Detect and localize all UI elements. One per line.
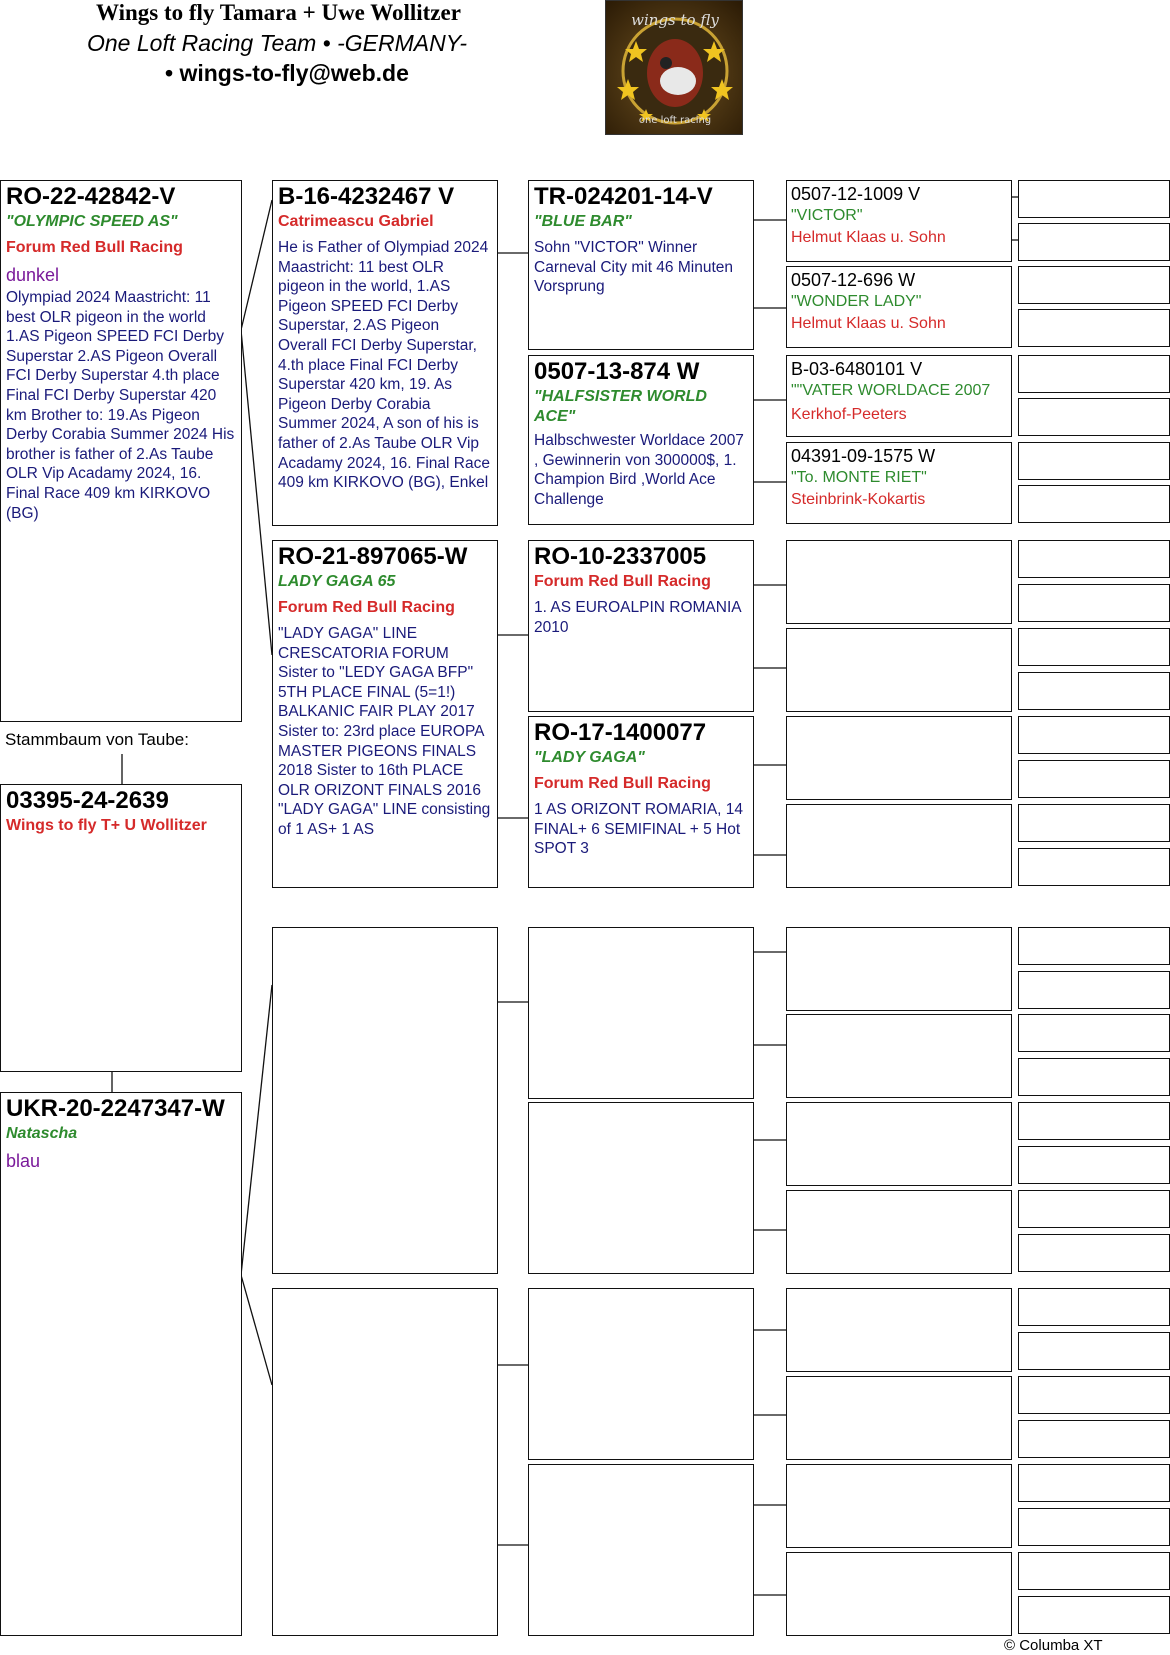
g5-card-32[interactable]: [1018, 1596, 1170, 1634]
g5-card-24[interactable]: [1018, 1234, 1170, 1272]
ff-ring: B-16-4232467 V: [278, 183, 455, 210]
mother-color: blau: [6, 1151, 41, 1171]
g4-ring-1: 0507-12-1009 V: [791, 184, 921, 204]
g4-name-2: "WONDER LADY": [791, 293, 922, 310]
g5-card-27[interactable]: [1018, 1376, 1170, 1414]
fm-name: LADY GAGA 65: [278, 573, 396, 590]
footer-copyright: © Columba XT: [1004, 1637, 1103, 1654]
g5-card-22[interactable]: [1018, 1146, 1170, 1184]
g5-card-17[interactable]: [1018, 927, 1170, 965]
g4-breeder-3: Kerkhof-Peeters: [791, 406, 907, 423]
fff-name: "BLUE BAR": [534, 213, 632, 230]
g5-card-10[interactable]: [1018, 584, 1170, 622]
g5-card-9[interactable]: [1018, 540, 1170, 578]
g5-card-18[interactable]: [1018, 971, 1170, 1009]
g5-card-16[interactable]: [1018, 848, 1170, 886]
g4-name-4: "To. MONTE RIET": [791, 469, 927, 486]
mfm-card[interactable]: [528, 1102, 754, 1274]
header-title: Wings to fly Tamara + Uwe Wollitzer: [96, 0, 461, 25]
g4-card-12[interactable]: [786, 1190, 1012, 1274]
g4-card-6[interactable]: [786, 628, 1012, 712]
fmm-info: 1 AS ORIZONT ROMARIA, 14 FINAL+ 6 SEMIFINAL + 5 Hot SPOT 3: [534, 801, 744, 858]
subject-breeder: Wings to fly T+ U Wollitzer: [6, 817, 207, 834]
g5-card-15[interactable]: [1018, 804, 1170, 842]
g4-breeder-2: Helmut Klaas u. Sohn: [791, 315, 946, 332]
fmm-breeder: Forum Red Bull Racing: [534, 775, 711, 792]
mother-card[interactable]: [0, 1092, 242, 1636]
subject-label: Stammbaum von Taube:: [5, 730, 189, 749]
ff-card[interactable]: [272, 180, 498, 526]
mmf-card[interactable]: [528, 1288, 754, 1460]
ffm-info: Halbschwester Worldace 2007 , Gewinnerin von 300000$, 1. Champion Bird ,World Ace Challenge: [534, 432, 744, 508]
fm-card[interactable]: [272, 540, 498, 888]
father-breeder: Forum Red Bull Racing: [6, 239, 183, 256]
g5-card-3[interactable]: [1018, 266, 1170, 304]
father-name: "OLYMPIC SPEED AS": [6, 213, 178, 230]
g5-card-12[interactable]: [1018, 672, 1170, 710]
ff-info: He is Father of Olympiad 2024 Maastricht: 11 best OLR pigeon in the world, 1.AS Pigeon SPEED FCI Derby Superstar, 2.AS Pigeon Overall FCI Derby Superstar, 4.th place Final FCI Derby Superstar 420 km, 19. As Pigeon Derby Corabia Summer 2024, A son of his is father of 2.As Taube OLR Vip Acadamy 2024, 16. Final Race 409 km KIRKOVO (BG), Enkel: [278, 239, 490, 492]
g4-card-3[interactable]: [786, 355, 1012, 437]
g5-card-31[interactable]: [1018, 1552, 1170, 1590]
ffm-ring: 0507-13-874 W: [534, 358, 700, 385]
g5-card-20[interactable]: [1018, 1058, 1170, 1096]
g4-card-11[interactable]: [786, 1102, 1012, 1186]
g4-card-13[interactable]: [786, 1288, 1012, 1372]
g4-card-5[interactable]: [786, 540, 1012, 624]
ff-breeder: Catrimeascu Gabriel: [278, 213, 434, 230]
g5-card-5[interactable]: [1018, 355, 1170, 393]
g5-card-13[interactable]: [1018, 716, 1170, 754]
mf-card[interactable]: [272, 927, 498, 1274]
fmm-ring: RO-17-1400077: [534, 719, 707, 746]
g5-card-1[interactable]: [1018, 180, 1170, 218]
g5-card-21[interactable]: [1018, 1102, 1170, 1140]
ffm-name: "HALFSISTER WORLD ACE": [534, 388, 707, 425]
g4-card-1[interactable]: [786, 180, 1012, 262]
g4-card-16[interactable]: [786, 1552, 1012, 1636]
fmf-card[interactable]: [528, 540, 754, 712]
g5-card-30[interactable]: [1018, 1508, 1170, 1546]
g5-card-25[interactable]: [1018, 1288, 1170, 1326]
logo-text-bottom: one loft racing: [638, 115, 712, 126]
g5-card-7[interactable]: [1018, 442, 1170, 480]
subject-card[interactable]: [0, 784, 242, 1072]
g5-card-29[interactable]: [1018, 1464, 1170, 1502]
g5-card-28[interactable]: [1018, 1420, 1170, 1458]
g4-card-7[interactable]: [786, 716, 1012, 800]
g4-name-1: "VICTOR": [791, 207, 863, 224]
fm-info: "LADY GAGA" LINE CRESCATORIA FORUM Sister to "LEDY GAGA BFP" 5TH PLACE FINAL (5=1!) BALKANIC FAIR PLAY 2017 Sister to: 23rd place EUROPA MASTER PIGEONS FINALS 2018 Sister to 16th PLACE OLR ORIZONT FINALS 2016 "LADY GAGA" LINE consisting of 1 AS+ 1 AS: [278, 625, 491, 838]
mother-ring: UKR-20-2247347-W: [6, 1095, 225, 1122]
g5-card-23[interactable]: [1018, 1190, 1170, 1228]
g4-card-4[interactable]: [786, 442, 1012, 524]
mother-name: Natascha: [6, 1125, 78, 1142]
g4-card-2[interactable]: [786, 266, 1012, 348]
g4-card-14[interactable]: [786, 1376, 1012, 1460]
g5-card-8[interactable]: [1018, 485, 1170, 523]
g4-card-15[interactable]: [786, 1464, 1012, 1548]
g4-card-8[interactable]: [786, 804, 1012, 888]
fm-breeder: Forum Red Bull Racing: [278, 599, 455, 616]
header-email[interactable]: • wings-to-fly@web.de: [165, 60, 409, 86]
g4-breeder-4: Steinbrink-Kokartis: [791, 491, 926, 508]
g4-ring-2: 0507-12-696 W: [791, 270, 916, 290]
subject-ring: 03395-24-2639: [6, 787, 169, 814]
g5-card-2[interactable]: [1018, 223, 1170, 261]
fmf-breeder: Forum Red Bull Racing: [534, 573, 711, 590]
father-color: dunkel: [6, 265, 60, 285]
g4-card-10[interactable]: [786, 1014, 1012, 1098]
father-ring: RO-22-42842-V: [6, 183, 176, 210]
fff-info: Sohn "VICTOR" Winner Carneval City mit 46 Minuten Vorsprung: [534, 239, 733, 296]
ffm-card[interactable]: [528, 355, 754, 525]
fff-ring: TR-024201-14-V: [534, 183, 713, 210]
g5-card-26[interactable]: [1018, 1332, 1170, 1370]
mmm-card[interactable]: [528, 1464, 754, 1636]
g4-ring-4: 04391-09-1575 W: [791, 446, 936, 466]
fmf-ring: RO-10-2337005: [534, 543, 707, 570]
mff-card[interactable]: [528, 927, 754, 1099]
g4-ring-3: B-03-6480101 V: [791, 359, 923, 379]
g5-card-11[interactable]: [1018, 628, 1170, 666]
father-info: Olympiad 2024 Maastricht: 11 best OLR pigeon in the world 1.AS Pigeon SPEED FCI Derby Superstar 2.AS Pigeon Overall FCI Derby Superstar 4.th place Final FCI Derby Superstar 420 km Brother to: 19.As Pigeon Derby Corabia Summer 2024 His brother is father of 2.As Taube OLR Vip Acadamy 2024, 16. Final Race 409 km KIRKOVO (BG): [6, 289, 235, 522]
g5-card-14[interactable]: [1018, 760, 1170, 798]
g5-card-19[interactable]: [1018, 1014, 1170, 1052]
fmm-card[interactable]: [528, 716, 754, 888]
g5-card-6[interactable]: [1018, 398, 1170, 436]
header-team: One Loft Racing Team • -GERMANY-: [87, 30, 468, 56]
fff-card[interactable]: [528, 180, 754, 350]
g5-card-4[interactable]: [1018, 309, 1170, 347]
father-card[interactable]: [0, 180, 242, 722]
g4-breeder-1: Helmut Klaas u. Sohn: [791, 229, 946, 246]
fm-ring: RO-21-897065-W: [278, 543, 468, 570]
fmm-name: "LADY GAGA": [534, 749, 645, 766]
mm-card[interactable]: [272, 1288, 498, 1636]
g4-name-3: ""VATER WORLDACE 2007: [791, 382, 991, 399]
fmf-info: 1. AS EUROALPIN ROMANIA 2010: [534, 599, 741, 636]
g4-card-9[interactable]: [786, 927, 1012, 1011]
logo-text-top: wings to fly: [631, 11, 719, 29]
